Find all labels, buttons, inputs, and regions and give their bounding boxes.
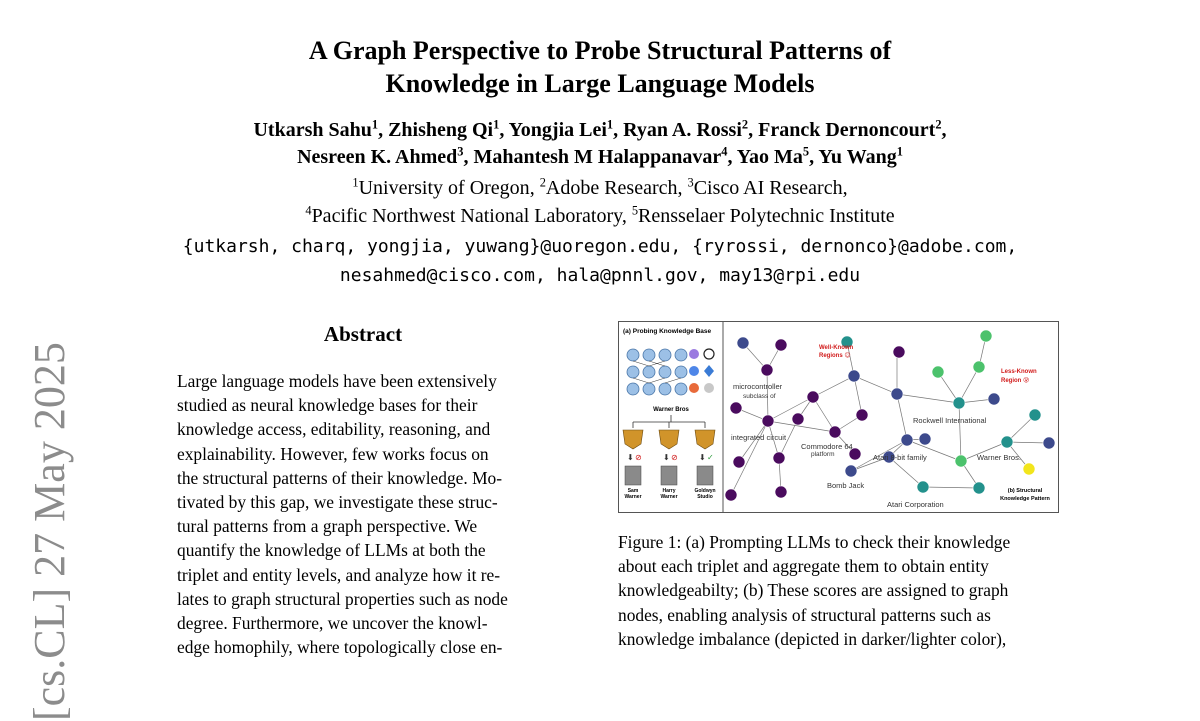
graph-node: [1023, 463, 1035, 475]
abstract-line: degree. Furthermore, we uncover the knowl-: [177, 613, 488, 634]
email-line-2[interactable]: nesahmed@cisco.com, hala@pnnl.gov, may13@rpi.edu: [339, 265, 861, 286]
warner-bros-label: Warner Bros: [653, 407, 689, 413]
affiliation: $^2$Adobe Research,: [539, 175, 688, 199]
graph-node: [762, 415, 774, 427]
affiliations: [120, 174, 1080, 230]
abstract-line: triplet and entity levels, and analyze how it re-: [177, 564, 501, 585]
title-line-2: Knowledge in Large Language Models: [385, 69, 815, 98]
graph-node: [973, 361, 985, 373]
author: Franck Dernoncourt$^2$,: [758, 117, 947, 141]
graph-node: [845, 465, 857, 477]
graph-node: [901, 434, 913, 446]
abstract-heading: Abstract: [323, 322, 403, 346]
graph-node: [730, 402, 742, 414]
affiliation: $^4$Pacific Northwest National Laboratory,: [305, 203, 632, 227]
well-known-label: Regions 😊: [819, 353, 851, 359]
abstract-line: Large language models have been extensively: [177, 371, 497, 391]
graph-node: [792, 413, 804, 425]
graph-node: [856, 409, 868, 421]
affiliation-line-2: [120, 202, 1080, 230]
author-list: [120, 117, 1080, 171]
caption-line: knowledgeabilty; (b) These scores are assigned to graph: [618, 580, 1009, 601]
graph-node: [973, 482, 985, 494]
svg-text:⬇: ⬇: [663, 453, 670, 462]
graph-node: [893, 346, 905, 358]
author: Yu Wang$^1$: [818, 144, 903, 168]
warner-tree-lines: [633, 415, 705, 428]
author: Utkarsh Sahu$^1$,: [253, 117, 389, 141]
node-label: Warner Bros.: [977, 453, 1021, 462]
author: Nesreen K. Ahmed$^3$,: [297, 144, 474, 168]
svg-text:Warner: Warner: [624, 494, 642, 500]
node-label: microcontroller: [733, 382, 783, 391]
caption-line: about each triplet and aggregate them to obtain entity: [618, 556, 989, 577]
person-labels: [624, 488, 715, 500]
graph-node: [919, 433, 931, 445]
abstract-line: lates to graph structural properties such as node: [177, 588, 508, 609]
graph-node: [988, 393, 1000, 405]
llm-logos-icon: [689, 349, 714, 393]
graph-edges: [731, 336, 1049, 495]
title-line-1: A Graph Perspective to Probe Structural Patterns of: [308, 36, 892, 65]
abstract-line: knowledge access, editability, reasoning, and: [177, 419, 491, 440]
figure-1-caption: [618, 530, 1062, 651]
check-marks: [627, 453, 714, 462]
author: Mahantesh M Halappanavar$^4$,: [473, 144, 737, 168]
abstract-line: quantify the knowledge of LLMs at both the: [177, 540, 486, 561]
edge-label: platform: [811, 451, 835, 458]
svg-text:⬇: ⬇: [699, 453, 706, 462]
graph-node: [848, 370, 860, 382]
node-label: integrated circuit: [731, 433, 787, 442]
affiliation: $^3$Cisco AI Research,: [687, 175, 848, 199]
graph-node: [917, 481, 929, 493]
graph-node: [1043, 437, 1055, 449]
figure-1: [618, 321, 1059, 513]
graph-node: [980, 330, 992, 342]
graph-node: [737, 337, 749, 349]
svg-text:✓: ✓: [707, 453, 714, 462]
graph-node: [829, 426, 841, 438]
node-label: Rockwell International: [913, 416, 987, 425]
graph-node: [761, 364, 773, 376]
author-line-1: [120, 117, 1080, 144]
svg-text:Warner: Warner: [660, 494, 678, 500]
paper-title: [200, 34, 1000, 100]
affiliation: $^5$Rensselaer Polytechnic Institute: [631, 203, 895, 227]
node-label: Atari Corporation: [887, 500, 944, 509]
graph-node: [733, 456, 745, 468]
svg-text:(b) Structural: (b) Structural: [1007, 488, 1043, 494]
svg-text:Knowledge Pattern: Knowledge Pattern: [1000, 496, 1050, 502]
svg-text:Sam: Sam: [627, 488, 639, 494]
svg-text:⊘: ⊘: [671, 453, 678, 462]
graph-node: [725, 489, 737, 501]
abstract-line: tural patterns from a graph perspective. We: [177, 516, 478, 537]
graph-node: [1029, 409, 1041, 421]
less-known-label: Less-Known: [1001, 369, 1037, 375]
caption-line: Figure 1: (a) Prompting LLMs to check their knowledge: [618, 532, 1011, 552]
figure-1-graphic: [619, 322, 1058, 512]
arxiv-side-stamp: [cs.CL] 27 May 2025: [25, 342, 74, 721]
abstract-body: [177, 369, 551, 659]
email-line-1[interactable]: {utkarsh, charq, yongjia, yuwang}@uoregon.edu, {ryrossi, dernonco}@adobe.com,: [182, 236, 1018, 257]
abstract-line: tivated by this gap, we investigate these struc-: [177, 492, 498, 513]
author: Zhisheng Qi$^1$,: [388, 117, 509, 141]
graph-nodes: [725, 330, 1055, 501]
caption-line: knowledge imbalance (depicted in darker/lighter color),: [618, 628, 1007, 649]
author-emails: [80, 232, 1120, 290]
svg-text:⬇: ⬇: [627, 453, 634, 462]
abstract-line: studied as neural knowledge bases for their: [177, 395, 478, 416]
graph-node: [955, 455, 967, 467]
graph-node: [1001, 436, 1013, 448]
well-known-label: Well-Known: [819, 345, 854, 351]
author: Ryan A. Rossi$^2$,: [623, 117, 759, 141]
graph-node: [891, 388, 903, 400]
abstract-line: explainability. However, few works focus on: [177, 443, 489, 464]
panel-b-title: [1000, 488, 1050, 502]
panel-a-title: (a) Probing Knowledge Base: [623, 328, 712, 335]
node-label: Bomb Jack: [827, 481, 865, 490]
less-known-label: Region 😰: [1001, 378, 1030, 384]
graph-node: [773, 452, 785, 464]
svg-text:⊘: ⊘: [635, 453, 642, 462]
svg-text:Studio: Studio: [697, 494, 713, 500]
author: Yao Ma$^5$,: [736, 144, 819, 168]
affiliation: $^1$University of Oregon,: [352, 175, 540, 199]
author-line-2: [120, 144, 1080, 171]
graph-node: [807, 391, 819, 403]
edge-label: subclass of: [743, 393, 776, 400]
graph-node: [775, 339, 787, 351]
node-label: Commodore 64: [801, 442, 853, 451]
svg-text:Goldwyn: Goldwyn: [694, 488, 716, 494]
graph-node: [775, 486, 787, 498]
abstract-line: the structural patterns of their knowledge. Mo-: [177, 467, 503, 488]
graph-node: [932, 366, 944, 378]
svg-text:Harry: Harry: [662, 488, 676, 494]
node-label: Atari 8-bit family: [873, 453, 927, 462]
author: Yongjia Lei$^1$,: [508, 117, 624, 141]
abstract-line: edge homophily, where topologically close en-: [177, 637, 503, 658]
graph-node: [953, 397, 965, 409]
neural-network-icon: [627, 349, 687, 395]
caption-line: nodes, enabling analysis of structural patterns such as: [618, 604, 991, 625]
affiliation-line-1: [120, 174, 1080, 202]
person-photos: [625, 466, 713, 485]
warner-logo-icon: [623, 430, 715, 449]
